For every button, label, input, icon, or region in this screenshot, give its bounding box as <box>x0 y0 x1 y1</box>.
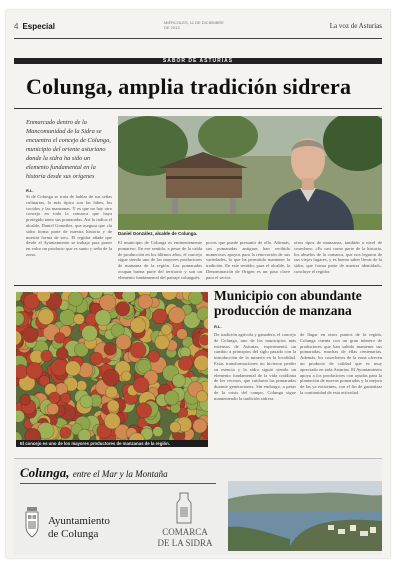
page-number: 4 <box>14 22 19 31</box>
article2-byline: R.L. <box>214 324 222 329</box>
comarca-sidra-logo <box>150 491 220 551</box>
advertisement-strip <box>14 458 382 555</box>
ad-title-sub: entre el Mar y la Montaña <box>72 469 168 479</box>
article1-byline: R.L. <box>26 188 34 193</box>
article2-column-2: de llagar en otros puntos de la región, Colunga cuenta con un gran número de productores que han sabido mantener sus pomaradas, muchas de ellas centenarias. Además, los cosecheros de la zona ofrecen un producto de calidad que es muy apreciado en toda Asturias. El Ayuntamiento apoya a los productores con ayudas para la plantación de nuevas pomaradas y la mejora de las ya existentes, con el fin de garantizar la continuidad de esta actividad. <box>300 332 382 395</box>
article1-column-3: pocos que puede presumir de ello. Además, sus pomaradas antiguas han recibido numerosos apoyos para la renovación de sus variedades, lo que ha permitido mantener la tradición. En este sentido, para el alcalde, la Denominación de Origen es un paso clave para el sector. <box>206 240 290 280</box>
coast-photo <box>228 481 382 551</box>
apples-photo-caption: El concejo es uno de los mayores productores de manzanas de la región. <box>16 440 208 447</box>
article1-column-4: otros tipos de manzanas, también a nivel de cosechero. «Es casi como parte de la historia, los abuelos de la comarca, que nos legaron de sus viejos lugares, y es bueno saber llevar de la sidra, que forma parte de nuestra identidad», concluye el regidor. <box>294 240 382 274</box>
ad-title-main: Colunga, <box>20 465 70 480</box>
main-headline: Colunga, amplia tradición sidrera <box>26 74 352 99</box>
page-header <box>14 16 382 39</box>
coat-of-arms-icon <box>24 505 40 539</box>
second-headline: Municipio con abundante producción de manzana <box>214 288 362 318</box>
section-name: Especial <box>22 22 55 31</box>
article-kicker: SABOR DE ASTURIAS <box>14 58 382 64</box>
mayor-photo <box>118 116 382 230</box>
comarca-line-2: DE LA SIDRA <box>157 538 213 548</box>
comarca-line-1: COMARCA <box>162 527 208 537</box>
headline-rule <box>14 108 382 109</box>
article-lead: Enmarcado dentro de la Mancomunidad de la Sidra se encuentra el concejo de Colunga, municipio del oriente asturiano donde la sidra ha sido un elemento fundamental en la historia desde sus orígenes <box>26 119 111 180</box>
ad-title-rule <box>20 483 216 484</box>
apples-photo <box>16 292 208 440</box>
article1-column-2: El municipio de Colunga es eminentemente pomarero. En ese sentido, a pesar de la caída de producción en los últimos años, el concejo sigue siendo uno de los mayores productores de manzana de la región. Las pomaradas ocupan buena parte del territorio y son un elemento fundamental del paisaje colungués. <box>118 240 202 280</box>
article2-column-1: De tradición agrícola y ganadera, el concejo de Colunga, uno de los municipios más extensos de Asturias, experimentó un cambio a principios del siglo pasado con la introducción de la minería en la localidad. Estas transformaciones no hicieron perder su esencia y la sidra siguió siendo un elemento fundamental de la vida cotidiana de los vecinos, que cuidaron las pomaradas durante generaciones. Sin embargo, a pesar de la crisis del campo, Colunga sigue manteniendo la tradición sidrera. <box>214 332 296 401</box>
newspaper-name: La voz de Asturias <box>329 22 382 30</box>
ad-title <box>20 465 168 481</box>
article1-column-1: Si de Colunga se trata de hablar de sus señas culinarias, lo más típico son las fabes, los cocidos y las manzanas. Y es que no hay otro concejo en toda la comarca que haya protegido tanto sus pomaradas. Así lo indica el alcalde, Daniel González, que asegura que «la sidra forma parte de nuestra historia y de nuestra forma de ser». El regidor añade que desde el Ayuntamiento se trabaja para poner en valor un producto que es santo y seña de la zona. <box>26 194 112 257</box>
mayor-photo-caption: Daniel González, alcalde de Colunga. <box>118 231 198 236</box>
section-label <box>14 22 55 31</box>
ayuntamiento-line-1: Ayuntamiento <box>48 515 110 527</box>
ayuntamiento-line-2: de Colunga <box>48 528 99 540</box>
section-divider <box>14 285 382 286</box>
newspaper-page <box>6 10 390 558</box>
issue-date: MIÉRCOLES, 11 DE DICIEMBRE DE 2013 <box>164 20 224 30</box>
